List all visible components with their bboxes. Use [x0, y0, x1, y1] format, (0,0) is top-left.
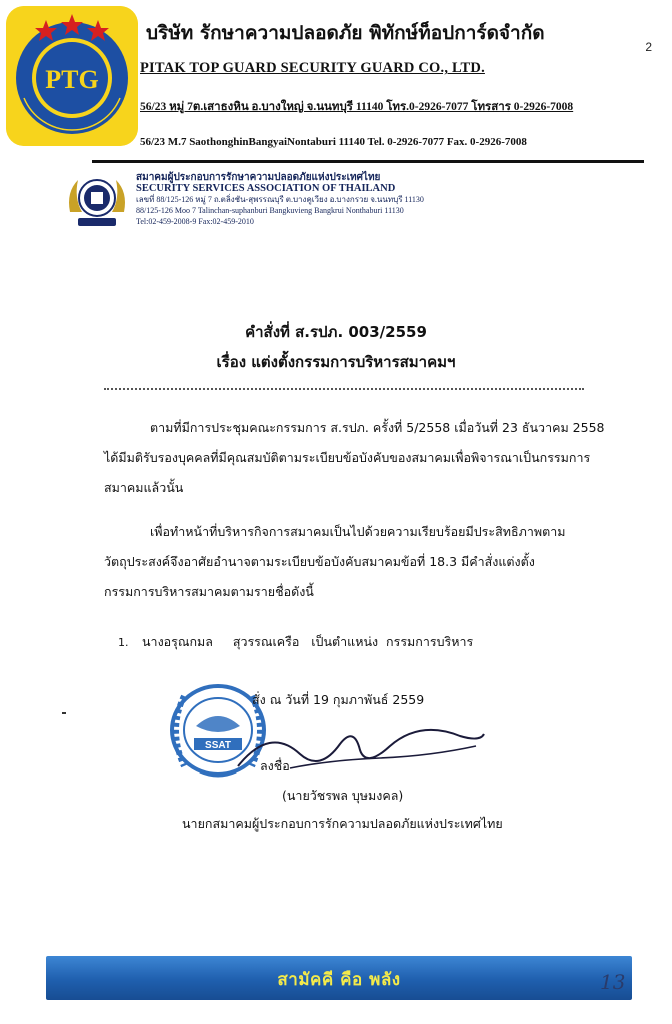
association-name-english: SECURITY SERVICES ASSOCIATION OF THAILAND	[136, 183, 396, 194]
ordered-date: สั่ง ณ วันที่ 19 กุมภาพันธ์ 2559	[252, 692, 425, 707]
list-item-number: 1.	[118, 636, 129, 649]
paragraph-2-line-1: เพื่อทำหน้าที่บริหารกิจการสมาคมเป็นไปด้วยความเรียบร้อยมีประสิทธิภาพตาม	[150, 524, 566, 539]
header-divider	[92, 160, 644, 163]
handwritten-signature	[230, 706, 490, 796]
association-emblem-icon	[64, 172, 130, 234]
signature-label: ลงชื่อ	[260, 758, 290, 773]
paragraph-1-line-1: ตามที่มีการประชุมคณะกรรมการ ส.รปภ. ครั้งที่ 5/2558 เมื่อวันที่ 23 ธันวาคม 2558	[150, 420, 605, 435]
paragraph-2-line-2: วัตถุประสงค์จึงอาศัยอำนาจตามระเบียบข้อบังคับสมาคมข้อที่ 18.3 มีคำสั่งแต่งตั้ง	[104, 554, 535, 569]
paragraph-1-line-2: ได้มีมติรับรองบุคคลที่มีคุณสมบัติตามระเบียบข้อบังคับของสมาคมเพื่อพิจารณาเป็นกรรมการ	[104, 450, 591, 465]
handwritten-page-number: 13	[600, 970, 626, 994]
association-address-thai: เลขที่ 88/125-126 หมู่ 7 ถ.ตลิ่งชัน-สุพรรณบุรี ต.บางคูเวียง อ.บางกรวย จ.นนทบุรี 11130	[136, 195, 424, 204]
order-subject: เรื่อง แต่งตั้งกรรมการบริหารสมาคมฯ	[216, 353, 456, 371]
logo-text: PTG	[45, 65, 99, 94]
company-logo	[6, 6, 138, 146]
company-address-english: 56/23 M.7 SaothonghinBangyaiNontaburi 11140 Tel. 0-2926-7077 Fax. 0-2926-7008	[140, 136, 527, 148]
footer-motto: สามัคคี คือ พลัง	[277, 970, 401, 990]
list-item: นางอรุณกมล สุวรรณเครือ เป็นตำแหน่ง กรรมการบริหาร	[142, 634, 474, 649]
association-contact: Tel:02-459-2008-9 Fax:02-459-2010	[136, 217, 254, 226]
order-number: คำสั่งที่ ส.รปภ. 003/2559	[245, 323, 427, 341]
association-name-thai: สมาคมผู้ประกอบการรักษาความปลอดภัยแห่งประเทศไทย	[136, 172, 381, 183]
signer-name: (นายวัชรพล บุษมงคล)	[282, 788, 404, 803]
margin-mark	[62, 712, 66, 714]
dotted-divider	[104, 388, 584, 390]
company-name-thai: บริษัท รักษาความปลอดภัย พิทักษ์ท็อปการ์ดจำกัด	[146, 22, 545, 44]
seal-text: SSAT	[205, 740, 231, 751]
association-letterhead	[136, 172, 424, 227]
page-number: 2	[645, 40, 652, 54]
signer-title: นายกสมาคมผู้ประกอบการรักความปลอดภัยแห่งประเทศไทย	[182, 816, 503, 831]
company-name-english: PITAK TOP GUARD SECURITY GUARD CO., LTD.	[140, 60, 485, 76]
paragraph-2-line-3: กรรมการบริหารสมาคมตามรายชื่อดังนี้	[104, 584, 314, 599]
company-address-thai: 56/23 หมู่ 7ต.เสาธงหิน อ.บางใหญ่ จ.นนทบุรี 11140 โทร.0-2926-7077 โทรสาร 0-2926-7008	[140, 101, 574, 113]
association-address-english: 88/125-126 Moo 7 Talinchan-suphanburi Bangkuvieng Bangkrui Nonthaburi 11130	[136, 206, 404, 215]
paragraph-1-line-3: สมาคมแล้วนั้น	[104, 480, 184, 495]
footer-banner	[46, 956, 632, 1000]
